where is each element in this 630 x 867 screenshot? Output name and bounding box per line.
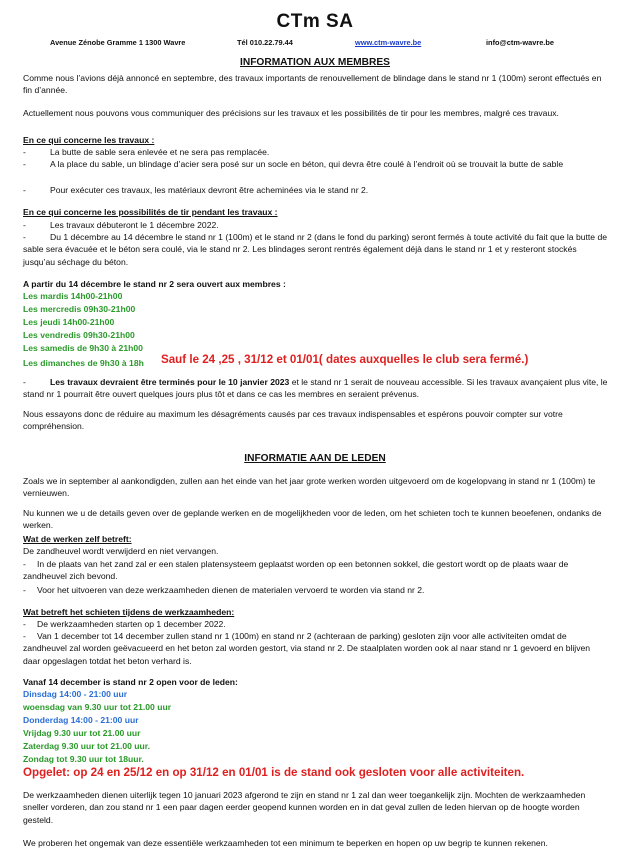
nl-title: INFORMATIE AAN DE LEDEN — [244, 453, 386, 464]
fr-works-item: - Pour exécuter ces travaux, les matériaux devront être acheminées via le stand nr 2. — [23, 185, 369, 195]
company-website-link[interactable]: www.ctm-wavre.be — [355, 38, 422, 47]
fr-closing: Nous essayons donc de réduire au maximum les désagréments causés par ces travaux indispensables et espérons pouvoir compter sur votre compréhension. — [23, 409, 563, 432]
nl-closing: We proberen het ongemak van deze essentiële werkzaamheden tot een minimum te beperken en hopen op uw begrip te kunnen rekenen. — [23, 838, 548, 848]
fr-schedule-item: Les mardis 14h00-21h00 — [23, 291, 123, 301]
fr-intro-2: Actuellement nous pouvons vous communiquer des précisions sur les travaux et les possibilités de tir pour les membres, malgré ces travaux. — [23, 108, 559, 118]
nl-end-paragraph: De werkzaamheden dienen uiterlijk tegen 10 januari 2023 afgerond te zijn en stand nr 1 zal dan weer toegankelijk zijn. Mochten de werkzaamheden sneller vorderen, dan zou stand nr 1 een paar dagen eerder geopend kunnen worden en in dat geval zullen de leden hiervan op de hoogte worden gesteld. — [23, 790, 586, 825]
nl-schedule-item: Zaterdag 9.30 uur tot 21.00 uur. — [23, 741, 151, 751]
nl-schedule-item: Dinsdag 14:00 - 21:00 uur — [23, 689, 128, 699]
nl-open-heading: Vanaf 14 december is stand nr 2 open voor de leden: — [23, 677, 238, 687]
fr-intro-1: Comme nous l’avions déjà annoncé en septembre, des travaux importants de renouvellement de blindage dans le stand nr 1 (100m) seront effectués en fin d’année. — [23, 73, 602, 96]
nl-works-item: De zandheuvel wordt verwijderd en niet vervangen. — [23, 546, 219, 556]
fr-shooting-item: - Du 1 décembre au 14 décembre le stand nr 1 (100m) et le stand nr 2 (dans le fond du parking) seront fermés à toute activité du fait que la butte de sable sera évacuée et le béton sera coulé, via le stand nr 2. Les blindages seront rentrés également déjà dans le stand nr 1 et y resteront stockés jusqu’au séchage du béton. — [23, 232, 608, 267]
company-email: info@ctm-wavre.be — [486, 38, 554, 47]
nl-intro-1: Zoals we in september al aankondigden, zullen aan het einde van het jaar grote werken worden uitgevoerd om de kogelopvang in stand nr 1 (100m) te vernieuwen. — [23, 476, 596, 499]
fr-shooting-heading: En ce qui concerne les possibilités de tir pendant les travaux : — [23, 207, 278, 217]
company-name: CTm SA — [276, 11, 354, 32]
fr-shooting-item: - Les travaux débuteront le 1 décembre 2022. — [23, 220, 219, 230]
nl-closed-note: Opgelet: op 24 en 25/12 en op 31/12 en 01/01 is de stand ook gesloten voor alle activiteiten. — [23, 766, 525, 779]
fr-works-heading: En ce qui concerne les travaux : — [23, 135, 155, 145]
nl-works-heading: Wat de werken zelf betreft: — [23, 534, 132, 544]
nl-schedule-item: Vrijdag 9.30 uur tot 21.00 uur — [23, 728, 141, 738]
nl-shooting-item: - Van 1 december tot 14 december zullen stand nr 1 (100m) en stand nr 2 (achteraan de parking) gesloten zijn voor alle activiteiten omdat de zandheuvel zal worden geëvacueerd en het beton zal worden gestort, via stand nr 2. De staalplaten worden ook al naar stand nr 1 gevoerd en blijven daar opgeslagen totdat het beton verhard is. — [23, 631, 591, 666]
fr-title: INFORMATION AUX MEMBRES — [240, 57, 390, 68]
fr-schedule-item: Les vendredis 09h30-21h00 — [23, 330, 135, 340]
fr-schedule-item: Les samedis de 9h30 à 21h00 — [23, 343, 143, 353]
nl-schedule-item: Donderdag 14:00 - 21:00 uur — [23, 715, 139, 725]
nl-schedule-item: Zondag tot 9.30 uur tot 18uur. — [23, 754, 144, 764]
nl-schedule-item: woensdag van 9.30 uur tot 21.00 uur — [23, 702, 172, 712]
fr-works-item: - A la place du sable, un blindage d’acier sera posé sur un socle en béton, qui devra être coulé à l’endroit où se trouvait la butte de sable — [23, 159, 564, 169]
fr-works-item: - La butte de sable sera enlevée et ne sera pas remplacée. — [23, 147, 270, 157]
fr-open-heading: A partir du 14 décembre le stand nr 2 sera ouvert aux membres : — [23, 279, 286, 289]
fr-closed-note: Sauf le 24 ,25 , 31/12 et 01/01( dates auxquelles le club sera fermé.) — [161, 353, 529, 366]
nl-intro-2: Nu kunnen we u de details geven over de geplande werken en de mogelijkheden voor de leden, om het schieten toch te kunnen beoefenen, ondanks de werken. — [23, 508, 602, 531]
nl-shooting-item: - De werkzaamheden starten op 1 december 2022. — [23, 619, 226, 629]
fr-schedule-item: Les jeudi 14h00-21h00 — [23, 317, 115, 327]
company-address: Avenue Zénobe Gramme 1 1300 Wavre — [50, 38, 186, 47]
nl-works-item: - Voor het uitvoeren van deze werkzaamheden dienen de materialen vervoerd te worden via stand nr 2. — [23, 585, 425, 595]
fr-end-paragraph: - Les travaux devraient être terminés pour le 10 janvier 2023 et le stand nr 1 serait de nouveau accessible. Si les travaux avançaient plus vite, le stand nr 1 pourrait être ouvert quelques jours plus tôt et dans ce cas les membres en seraient prévenus. — [23, 377, 608, 400]
company-phone: Tél 010.22.79.44 — [237, 38, 293, 47]
fr-schedule-item: Les dimanches de 9h30 à 18h — [23, 358, 144, 368]
nl-shooting-heading: Wat betreft het schieten tijdens de werkzaamheden: — [23, 607, 235, 617]
fr-schedule-item: Les mercredis 09h30-21h00 — [23, 304, 136, 314]
nl-works-item: - In de plaats van het zand zal er een stalen platensysteem geplaatst worden op een betonnen sokkel, die gestort wordt op de plaats waar de zandheuvel zich bevond. — [23, 559, 569, 582]
